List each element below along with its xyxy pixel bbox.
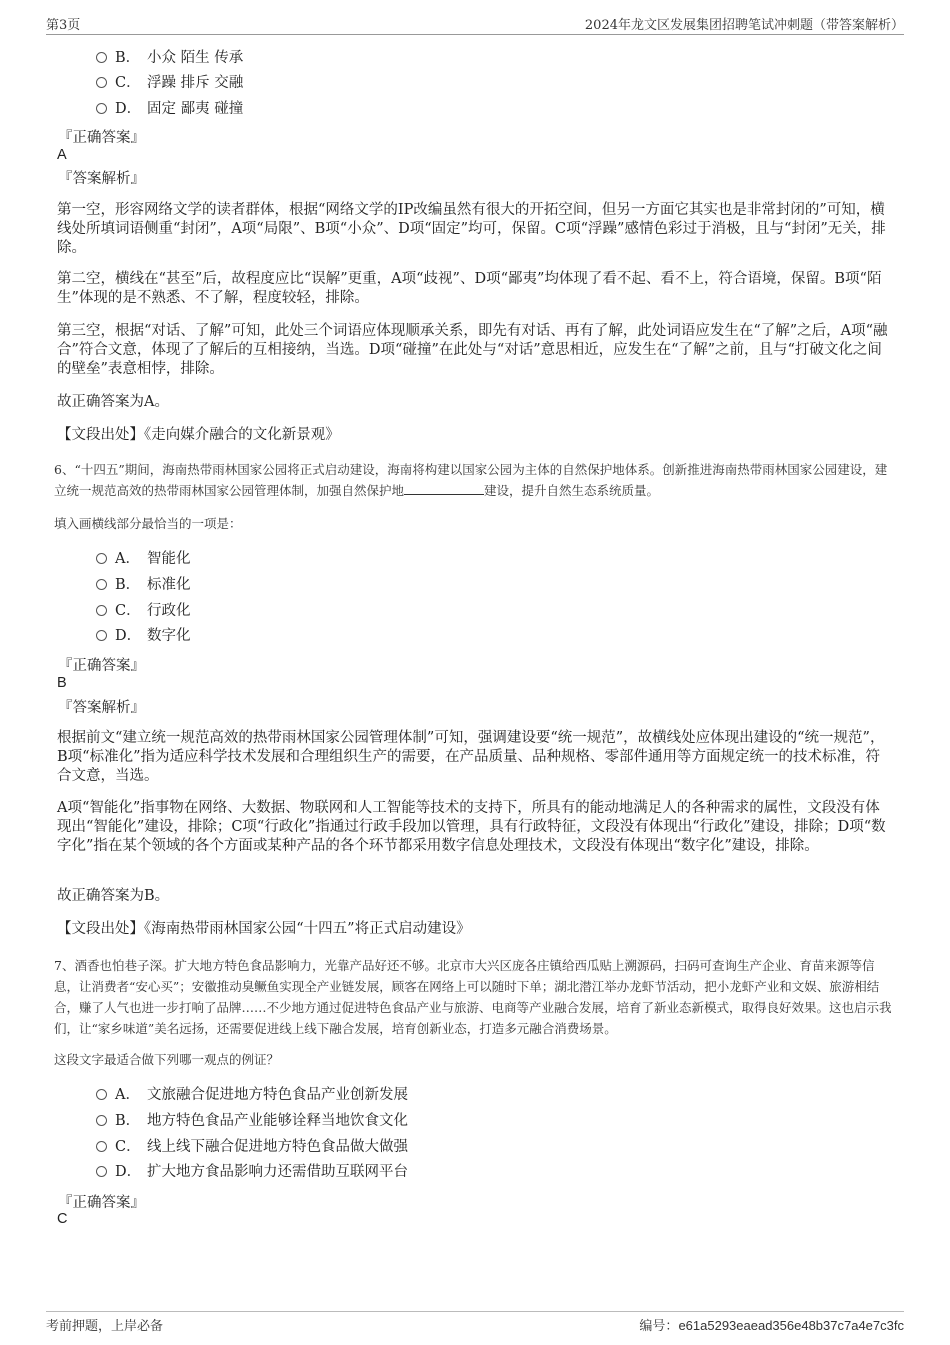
page-number: 第3页 [46,18,81,33]
q6-option-d[interactable]: D． 数字化 [96,626,191,646]
q6-analysis-paragraph: A项“智能化”指事物在网络、大数据、物联网和人工智能等技术的支持下，所具有的能动地满足人的各种需求的属性，文段没有体现出“智能化”建设，排除；C项“行政化”指通过行政手段加以管理，具有行政特征，文段没有体现出“行政化”建设，排除；D项“数字化”指在某个领域的各个方面或某种产品的各个环节都采用数字信息处理技术，文段没有体现出“数字化”建设，排除。 [57,800,886,854]
radio-icon[interactable] [96,103,107,114]
radio-icon[interactable] [96,1141,107,1152]
radio-icon[interactable] [96,1089,107,1100]
q7-answer: C [57,1211,68,1227]
radio-icon[interactable] [96,1166,107,1177]
q7-option-a[interactable]: A． 文旅融合促进地方特色食品产业创新发展 [96,1085,408,1105]
q6-option-b[interactable]: B． 标准化 [96,575,191,595]
q6-option-a[interactable]: A． 智能化 [96,549,191,569]
document-id: 编号：e61a5293eaead356e48b37c7a4e7c3fc [639,1318,904,1334]
q5-analysis-paragraph: 第二空，横线在“甚至”后，故程度应比“误解”更重，A项“歧视”、D项“鄙夷”均体现了看不起、看不上，符合语境，保留。B项“陌生”体现的是不熟悉、不了解，程度较轻，排除。 [57,271,882,306]
q6-answer: B [57,675,67,691]
q5-analysis-paragraph: 第三空，根据“对话、了解”可知，此处三个词语应体现顺承关系，即先有对话、再有了解，此处词语应发生在“了解”之后，A项“融合”符合文意，体现了了解后的互相接纳，当选。D项“碰撞”在此处与“对话”意思相近，应发生在“了解”之前，且与“打破文化之间的壁垒”表意相悖，排除。 [57,323,888,377]
q7-answer-label: 『正确答案』 [58,1195,145,1211]
radio-icon[interactable] [96,579,107,590]
radio-icon[interactable] [96,553,107,564]
q6-source: 【文段出处】《海南热带雨林国家公园“十四五”将正式启动建设》 [57,921,471,937]
q5-analysis-label: 『答案解析』 [58,171,145,187]
q5-answer-label: 『正确答案』 [58,130,145,146]
q7-prompt: 这段文字最适合做下列哪一观点的例证？ [54,1052,280,1067]
page-footer [46,1311,904,1334]
radio-icon[interactable] [96,630,107,641]
q5-option-c[interactable]: C． 浮躁 排斥 交融 [96,73,243,93]
q6-prompt: 填入画横线部分最恰当的一项是： [54,516,242,531]
radio-icon[interactable] [96,1115,107,1126]
q5-analysis-conclusion: 故正确答案为A。 [57,394,169,410]
q5-option-d[interactable]: D． 固定 鄙夷 碰撞 [96,99,243,119]
q6-analysis-paragraph: 根据前文“建立统一规范高效的热带雨林国家公园管理体制”可知，强调建设要“统一规范”，故横线处应体现出建设的“统一规范”，B项“标准化”指为适应科学技术发展和合理组织生产的需要，在产品质量、品种规格、零部件通用等方面规定统一的技术标准，符合文意，当选。 [57,730,885,784]
q6-analysis-conclusion: 故正确答案为B。 [57,888,170,904]
page-header [46,12,904,35]
footer-slogan: 考前押题，上岸必备 [46,1319,164,1334]
radio-icon[interactable] [96,52,107,63]
document-title: 2024年龙文区发展集团招聘笔试冲刺题（带答案解析） [584,18,904,33]
q7-option-c[interactable]: C． 线上线下融合促进地方特色食品做大做强 [96,1137,408,1157]
q7-option-d[interactable]: D． 扩大地方食品影响力还需借助互联网平台 [96,1162,408,1182]
q7-stem: 7、酒香也怕巷子深。扩大地方特色食品影响力，光靠产品好还不够。北京市大兴区庞各庄镇给西瓜贴上溯源码，扫码可查询生产企业、育苗来源等信息，让消费者“安心买”；安徽推动臭鳜鱼实现全产业链发展，顾客在网络上可以随时下单；湖北潜江举办龙虾节活动，把小龙虾产业和文娱、旅游相结合，赚了人气也进一步打响了品牌……不少地方通过促进特色食品产业与旅游、电商等产业融合发展，培育了新业态新模式，取得良好效果。这也启示我们，让“家乡味道”美名远扬，还需要促进线上线下融合发展，培育创新业态，打造多元融合消费场景。 [54,958,892,1036]
q6-analysis-label: 『答案解析』 [58,700,145,716]
radio-icon[interactable] [96,605,107,616]
q6-option-c[interactable]: C． 行政化 [96,601,191,621]
q5-option-b[interactable]: B． 小众 陌生 传承 [96,48,243,68]
q5-source: 【文段出处】《走向媒介融合的文化新景观》 [57,427,340,443]
q6-answer-label: 『正确答案』 [58,658,145,674]
q5-answer: A [57,147,67,163]
q5-analysis-paragraph: 第一空，形容网络文学的读者群体，根据“网络文学的IP改编虽然有很大的开拓空间，但另一方面它其实也是非常封闭的”可知，横线处所填词语侧重“封闭”，A项“局限”、B项“小众”、D项“固定”均可，保留。C项“浮躁”感情色彩过于消极，且与“封闭”无关，排除。 [57,202,886,256]
q6-stem: 6、“十四五”期间，海南热带雨林国家公园将正式启动建设，海南将构建以国家公园为主体的自然保护地体系。创新推进海南热带雨林国家公园建设，建立统一规范高效的热带雨林国家公园管理体制，加强自然保护地 建设，提升自然生态系统质量。 [54,462,888,498]
radio-icon[interactable] [96,77,107,88]
q7-option-b[interactable]: B． 地方特色食品产业能够诠释当地饮食文化 [96,1111,408,1131]
fill-blank [404,482,484,495]
